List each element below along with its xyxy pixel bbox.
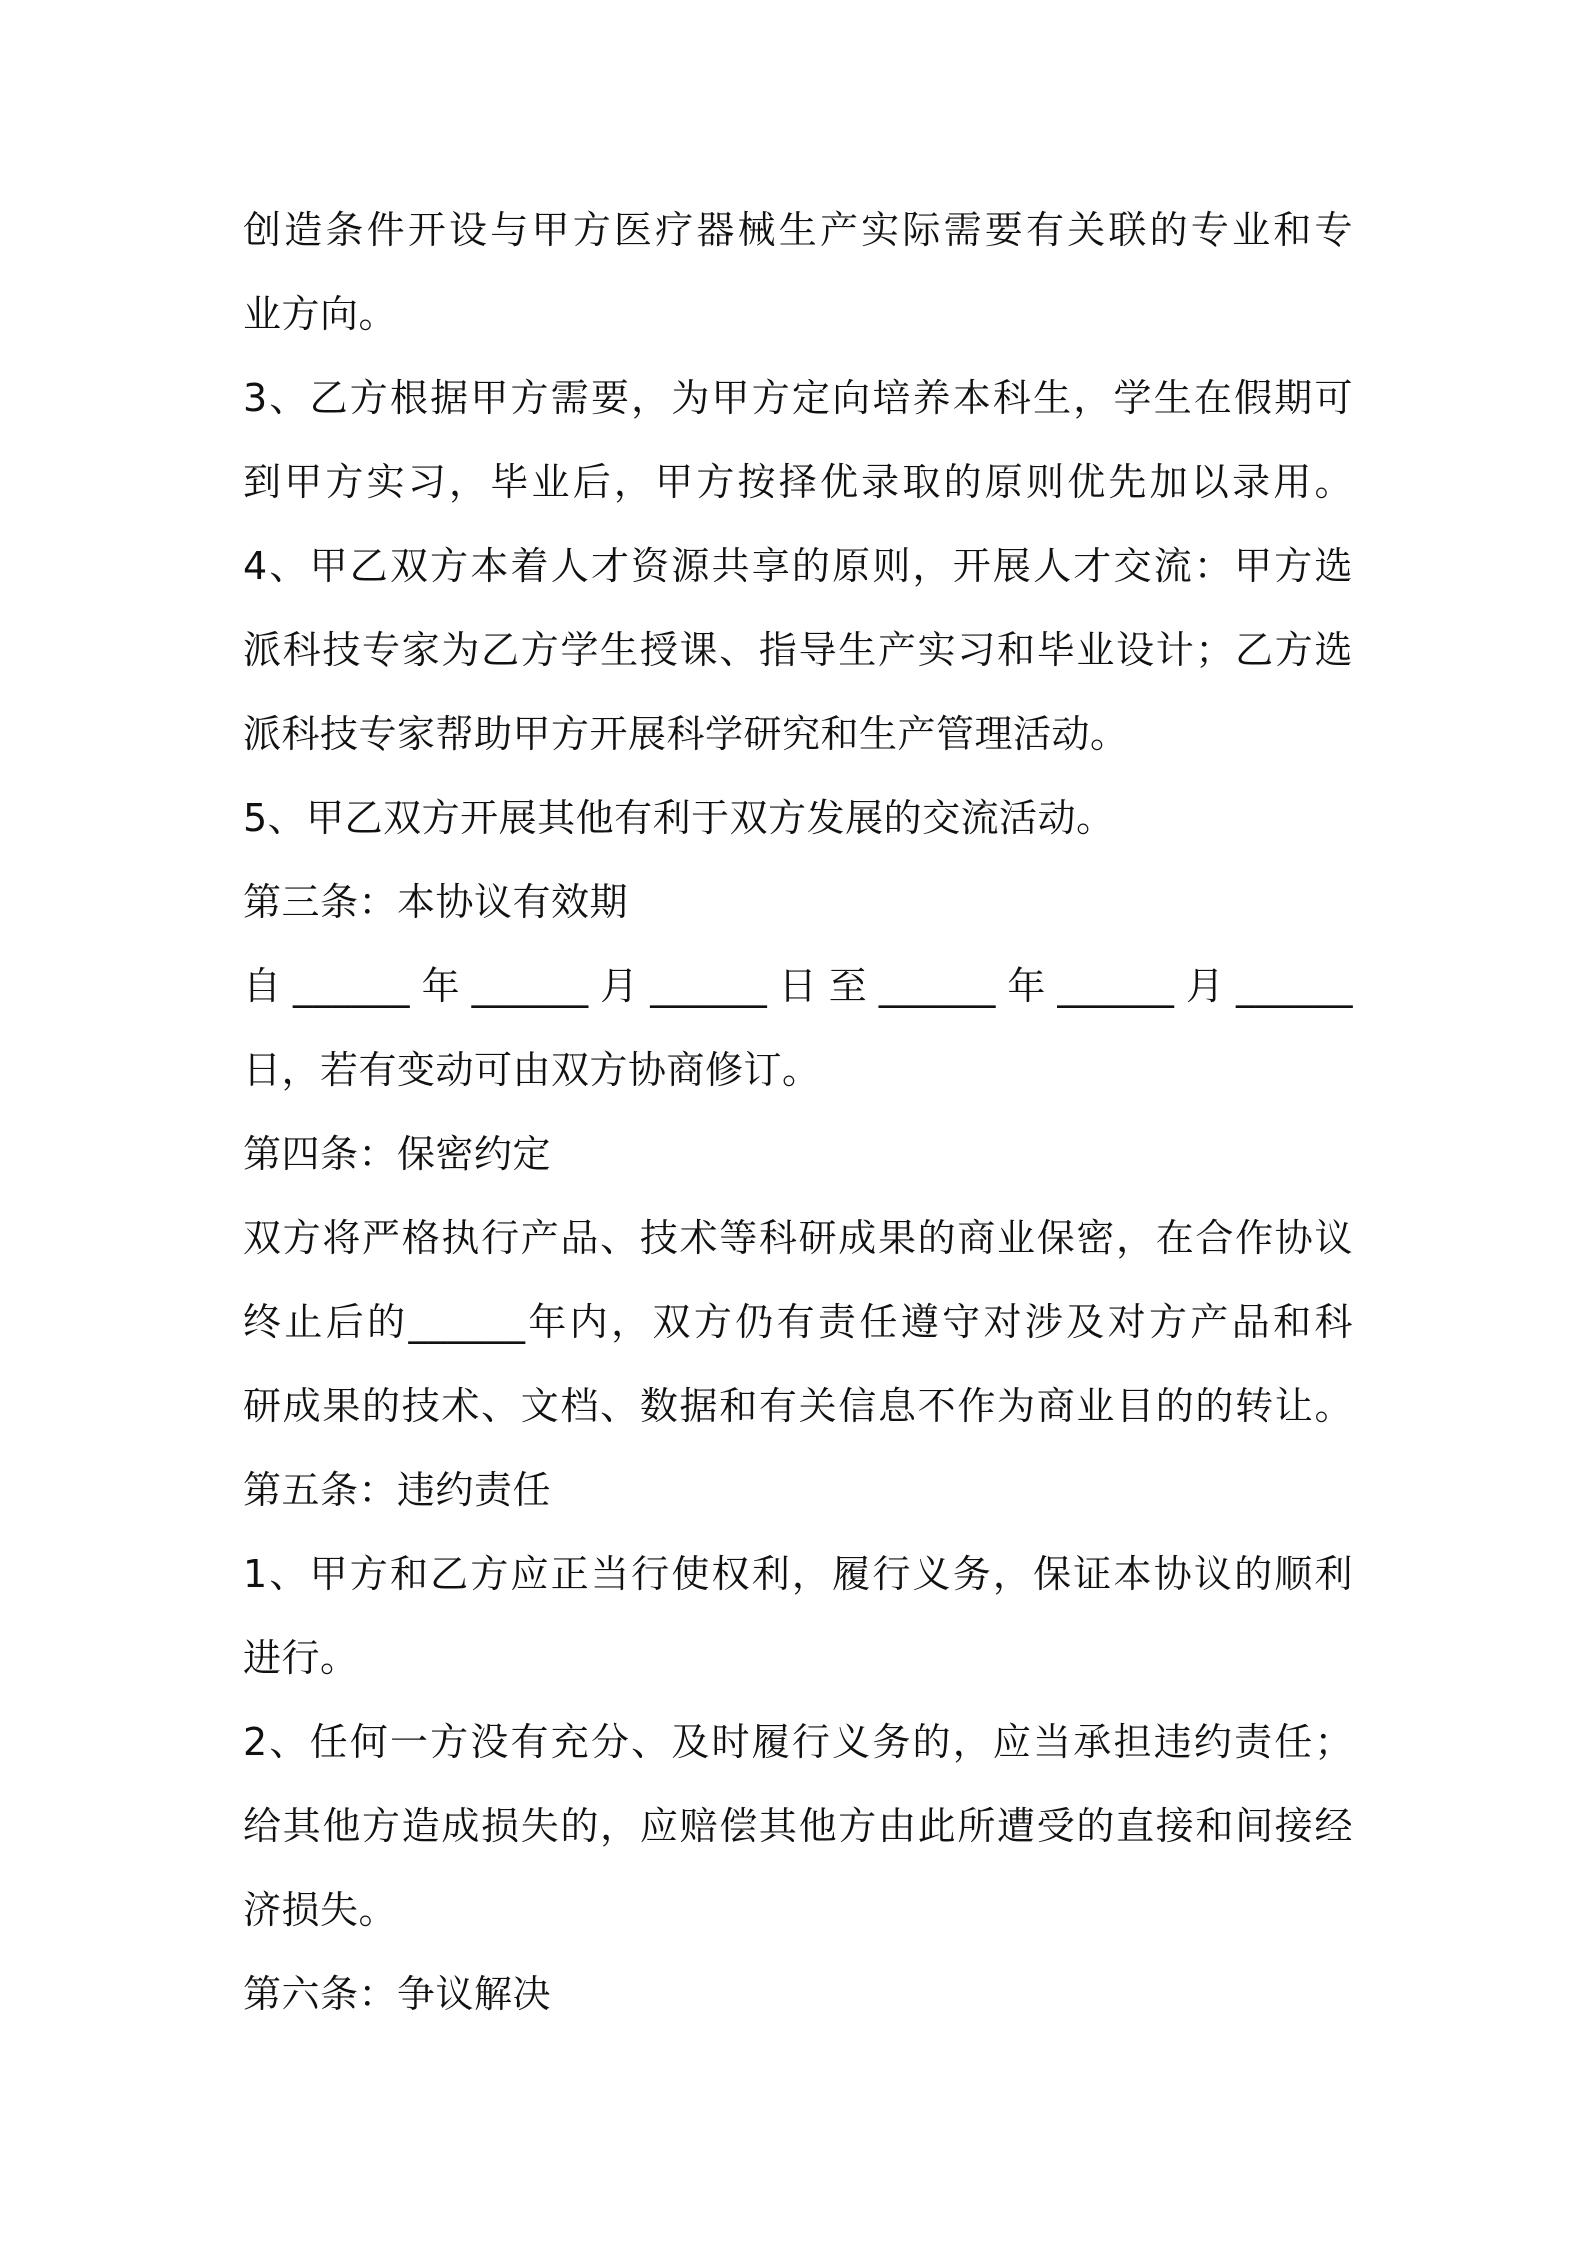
text-line: 1、甲方和乙方应正当行使权利，履行义务，保证本协议的顺利	[243, 1552, 1353, 1596]
text-line: 派科技专家为乙方学生授课、指导生产实习和毕业设计；乙方选	[243, 628, 1353, 672]
text-line: 创造条件开设与甲方医疗器械生产实际需要有关联的专业和专	[243, 208, 1353, 252]
text-line: 4、甲乙双方本着人才资源共享的原则，开展人才交流：甲方选	[243, 544, 1353, 588]
text-line: 派科技专家帮助甲方开展科学研究和生产管理活动。	[243, 712, 1129, 756]
text-line: 研成果的技术、文档、数据和有关信息不作为商业目的的转让。	[243, 1384, 1353, 1428]
text-line: 双方将严格执行产品、技术等科研成果的商业保密，在合作协议	[243, 1216, 1353, 1260]
section-heading: 第五条：违约责任	[243, 1468, 552, 1512]
text-line: 2、任何一方没有充分、及时履行义务的，应当承担违约责任；	[243, 1720, 1353, 1764]
document-body	[243, 188, 1353, 2036]
text-line: 5、甲乙双方开展其他有利于双方发展的交流活动。	[243, 796, 1115, 840]
text-line: 自______年______月______日至______年______月______	[243, 964, 1353, 1008]
section-heading: 第三条：本协议有效期	[243, 880, 629, 924]
section-heading: 第六条：争议解决	[243, 1972, 552, 2016]
text-line: 进行。	[243, 1636, 359, 1680]
text-line: 到甲方实习，毕业后，甲方按择优录取的原则优先加以录用。	[243, 460, 1353, 504]
text-line: 济损失。	[243, 1888, 398, 1932]
text-line: 3、乙方根据甲方需要，为甲方定向培养本科生，学生在假期可	[243, 376, 1353, 420]
section-heading: 第四条：保密约定	[243, 1132, 552, 1176]
text-line: 日，若有变动可由双方协商修订。	[243, 1048, 821, 1092]
text-line: 业方向。	[243, 292, 398, 336]
text-line: 给其他方造成损失的，应赔偿其他方由此所遭受的直接和间接经	[243, 1804, 1353, 1848]
text-line: 终止后的______年内，双方仍有责任遵守对涉及对方产品和科	[243, 1300, 1353, 1344]
